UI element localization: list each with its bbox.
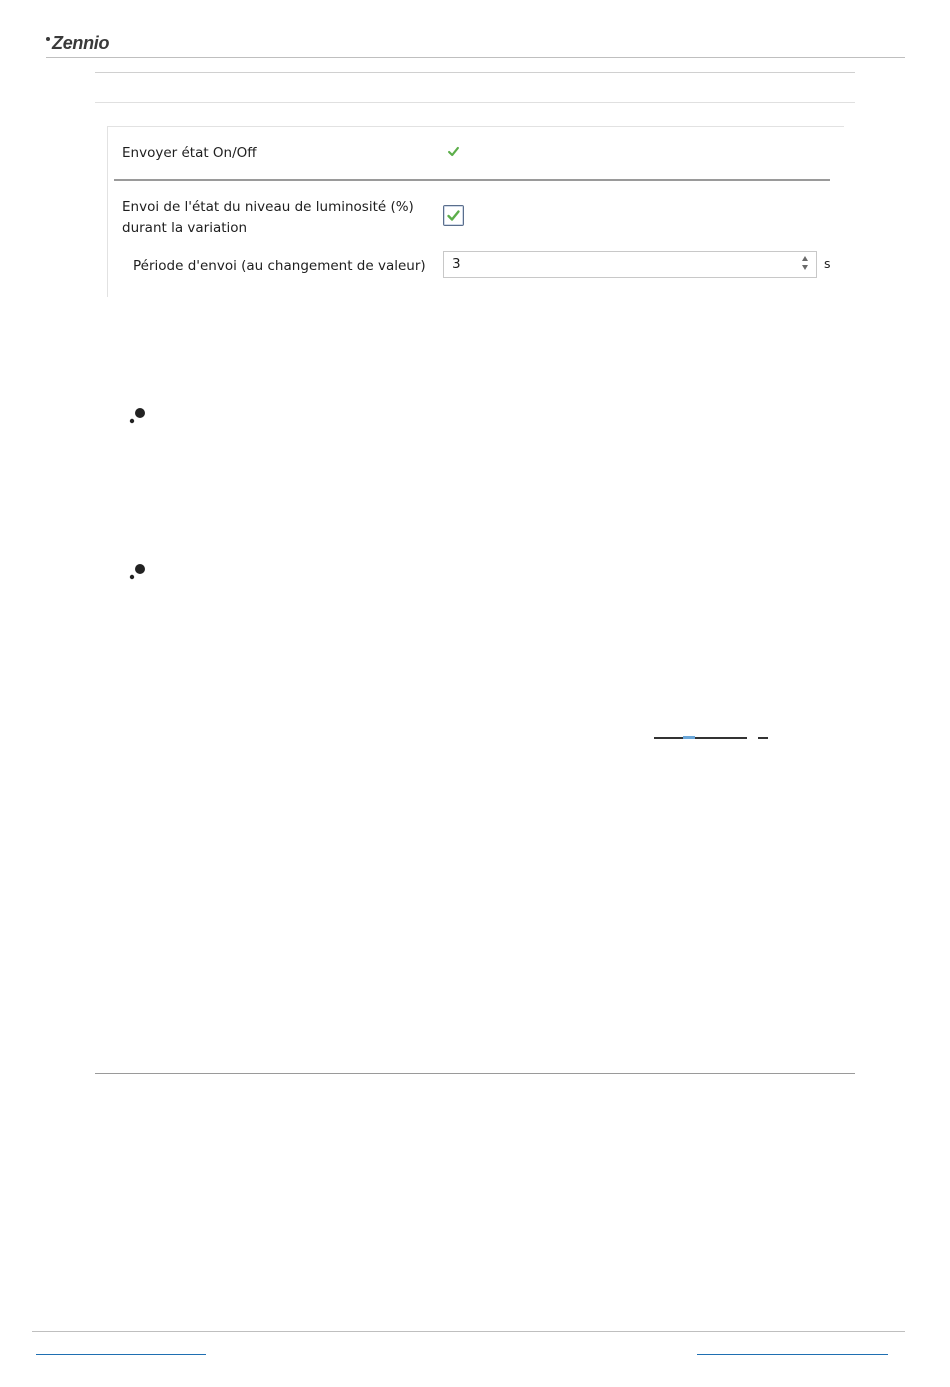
settings-separator <box>114 179 830 181</box>
chevron-down-icon[interactable] <box>802 265 808 270</box>
send-period-label: Période d'envoi (au changement de valeur) <box>133 258 426 274</box>
checkmark-icon <box>446 144 461 159</box>
send-brightness-label-line2: durant la variation <box>122 220 248 236</box>
bullet-icon <box>128 407 146 425</box>
section-sub-rule <box>95 102 855 103</box>
section-bottom-rule <box>95 1073 855 1074</box>
spin-buttons[interactable] <box>800 254 810 275</box>
logo-dot-icon <box>46 37 50 41</box>
send-onoff-label: Envoyer état On/Off <box>122 145 257 161</box>
chevron-up-icon[interactable] <box>802 256 808 261</box>
checkmark-icon <box>444 206 463 225</box>
underline-highlight <box>683 736 695 739</box>
send-brightness-checkbox[interactable] <box>443 205 464 226</box>
header-divider <box>46 57 905 58</box>
send-period-value[interactable]: 3 <box>452 256 461 272</box>
logo-text: Zennio <box>52 33 110 53</box>
send-onoff-checkbox[interactable] <box>445 143 462 160</box>
underline-mark-short <box>758 737 768 739</box>
bullet-icon <box>128 563 146 581</box>
underline-mark <box>654 737 747 739</box>
footer-link-left[interactable] <box>36 1354 206 1355</box>
section-top-rule <box>95 72 855 73</box>
footer-divider <box>32 1331 905 1332</box>
send-period-spinbox[interactable] <box>443 251 817 278</box>
zennio-logo <box>46 33 109 54</box>
footer-link-right[interactable] <box>697 1354 888 1355</box>
send-period-unit: s <box>824 256 831 271</box>
send-brightness-label-line1: Envoi de l'état du niveau de luminosité (%) <box>122 199 414 215</box>
